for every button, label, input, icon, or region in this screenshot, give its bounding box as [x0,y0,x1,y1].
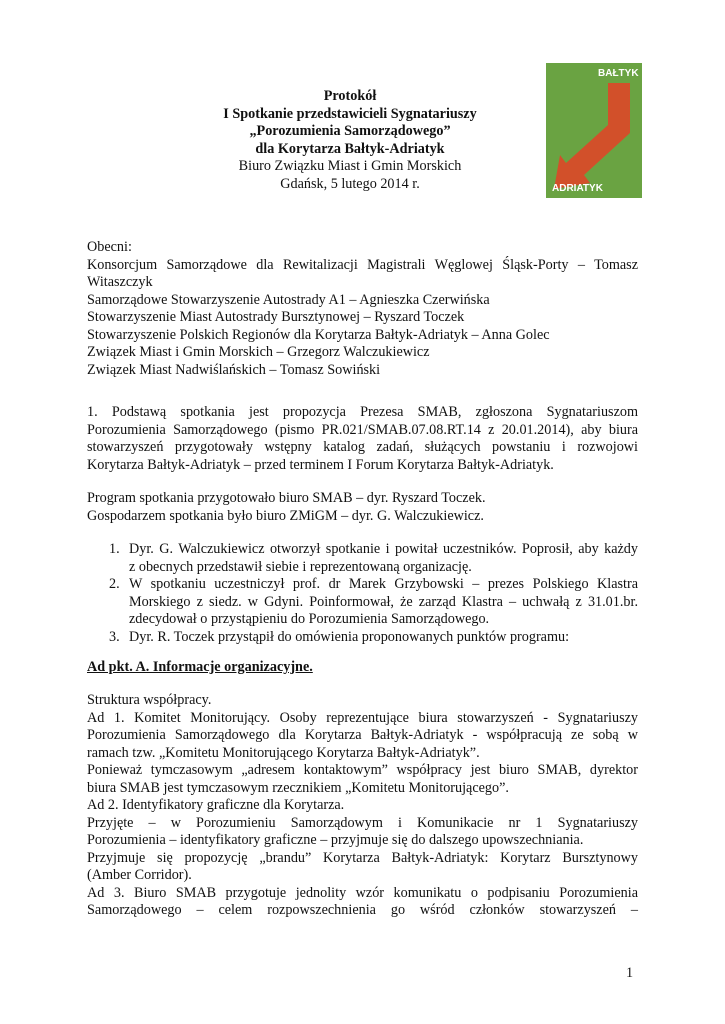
section-line: Ponieważ tymczasowym „adresem kontaktowym” współpracy jest biuro SMAB, dyrektor [87,762,638,778]
header-title: Protokół [323,88,377,104]
section-line: Samorządowego – celem rozpowszechnienia go wśród członków stowarzyszeń – [87,902,638,918]
page-number: 1 [626,965,634,981]
section-line: biura SMAB jest tymczasowym rzecznikiem „Komitetu Monitorującego”. [87,779,509,796]
section-line: Ad 2. Identyfikatory graficzne dla Korytarza. [87,797,345,813]
program-line: Program spotkania przygotowało biuro SMAB – dyr. Ryszard Toczek. [87,490,486,506]
section-body [87,692,638,920]
logo-bottom-text: ADRIATYK [552,183,603,194]
section-heading [87,659,638,677]
numbered-list [109,541,638,646]
attendee-line: Stowarzyszenie Miast Autostrady Bursztynowej – Ryszard Toczek [87,309,465,325]
paragraph-line: stowarzyszeń przygotowały wstępny katalog zadań, służących powstaniu i rozwojowi [87,439,638,455]
header-corridor: dla Korytarza Bałtyk-Adriatyk [255,140,445,157]
logo-top-text: BAŁTYK [598,68,639,79]
section-line: Przyjmuje się propozycję „brandu” Korytarza Bałtyk-Adriatyk: Korytarz Bursztynowy [87,849,638,866]
list-item [109,629,638,647]
list-item [109,541,638,576]
section-line: Struktura współpracy. [87,692,212,708]
section-line: ramach tzw. „Komitetu Monitorującego Korytarza Bałtyk-Adriatyk”. [87,744,480,761]
baltic-adriatic-logo [546,63,642,198]
list-number: 2. [109,576,120,592]
section-line: Ad 3. Biuro SMAB przygotuje jednolity wzór komunikatu o podpisaniu Porozumienia [87,884,638,901]
paragraph-line: Korytarza Bałtyk-Adriatyk – przed terminem I Forum Korytarza Bałtyk-Adriatyk. [87,456,554,473]
basis-paragraph [87,404,638,474]
program-paragraph [87,490,638,525]
list-line: Morskiego z siedz. w Gdyni. Poinformował, że zarząd Klastra – uchwałą z 31.01.br. [129,593,638,610]
corridor-arrow-icon [546,63,642,198]
header-venue: Biuro Związku Miast i Gmin Morskich [238,158,462,175]
section-line: (Amber Corridor). [87,867,192,883]
list-number: 3. [109,628,120,645]
section-line: Porozumienia Samorządowego dla Korytarza Bałtyk-Adriatyk - współpracują ze sobą w [87,727,638,743]
list-line: Dyr. R. Toczek przystąpił do omówienia proponowanych punktów programu: [129,628,570,645]
paragraph-line: Porozumienia Samorządowego (pismo PR.021/SMAB.07.08.RT.14 z 20.01.2014), aby biura [87,421,638,438]
paragraph-line: 1. Podstawą spotkania jest propozycja Prezesa SMAB, zgłoszona Sygnatariuszom [87,404,638,420]
section-line: Ad 1. Komitet Monitorujący. Osoby reprezentujące biura stowarzyszeń - Sygnatariuszy [87,709,638,726]
attendees-block [87,239,638,379]
host-line: Gospodarzem spotkania było biuro ZMiGM – dyr. G. Walczukiewicz. [87,507,484,524]
attendee-line: Związek Miast Nadwiślańskich – Tomasz Sowiński [87,361,381,378]
list-line: zdecydował o przystąpieniu do Porozumienia Samorządowego. [129,611,490,627]
list-line: Dyr. G. Walczukiewicz otworzył spotkanie i powitał uczestników. Poprosił, aby każdy [129,541,638,557]
attendee-line: Związek Miast i Gmin Morskich – Grzegorz Walczukiewicz [87,344,430,360]
section-a-heading: Ad pkt. A. Informacje organizacyjne. [87,659,313,675]
document-header [200,88,500,194]
list-item [109,576,638,629]
section-line: Porozumienia – identyfikatory graficzne – przyjmuje się do dalszego upowszechniania. [87,832,584,848]
list-line: W spotkaniu uczestniczył prof. dr Marek Grzybowski – prezes Polskiego Klastra [129,576,638,592]
attendees-label: Obecni: [87,239,132,255]
attendee-line: Samorządowe Stowarzyszenie Autostrady A1 – Agnieszka Czerwińska [87,291,490,308]
list-line: z obecnych przedstawił siebie i reprezentowaną organizację. [129,558,472,575]
header-subtitle: I Spotkanie przedstawicieli Sygnatariuszy [223,105,477,122]
header-date: Gdańsk, 5 lutego 2014 r. [280,175,420,192]
attendee-line: Witaszczyk [87,274,153,290]
list-number: 1. [109,541,120,557]
attendee-line: Konsorcjum Samorządowe dla Rewitalizacji Magistrali Węglowej Śląsk-Porty – Tomasz [87,256,638,273]
section-line: Przyjęte – w Porozumieniu Samorządowym i Komunikacie nr 1 Sygnatariuszy [87,814,638,831]
attendee-line: Stowarzyszenie Polskich Regionów dla Korytarza Bałtyk-Adriatyk – Anna Golec [87,326,550,343]
header-agreement: „Porozumienia Samorządowego” [249,123,451,140]
